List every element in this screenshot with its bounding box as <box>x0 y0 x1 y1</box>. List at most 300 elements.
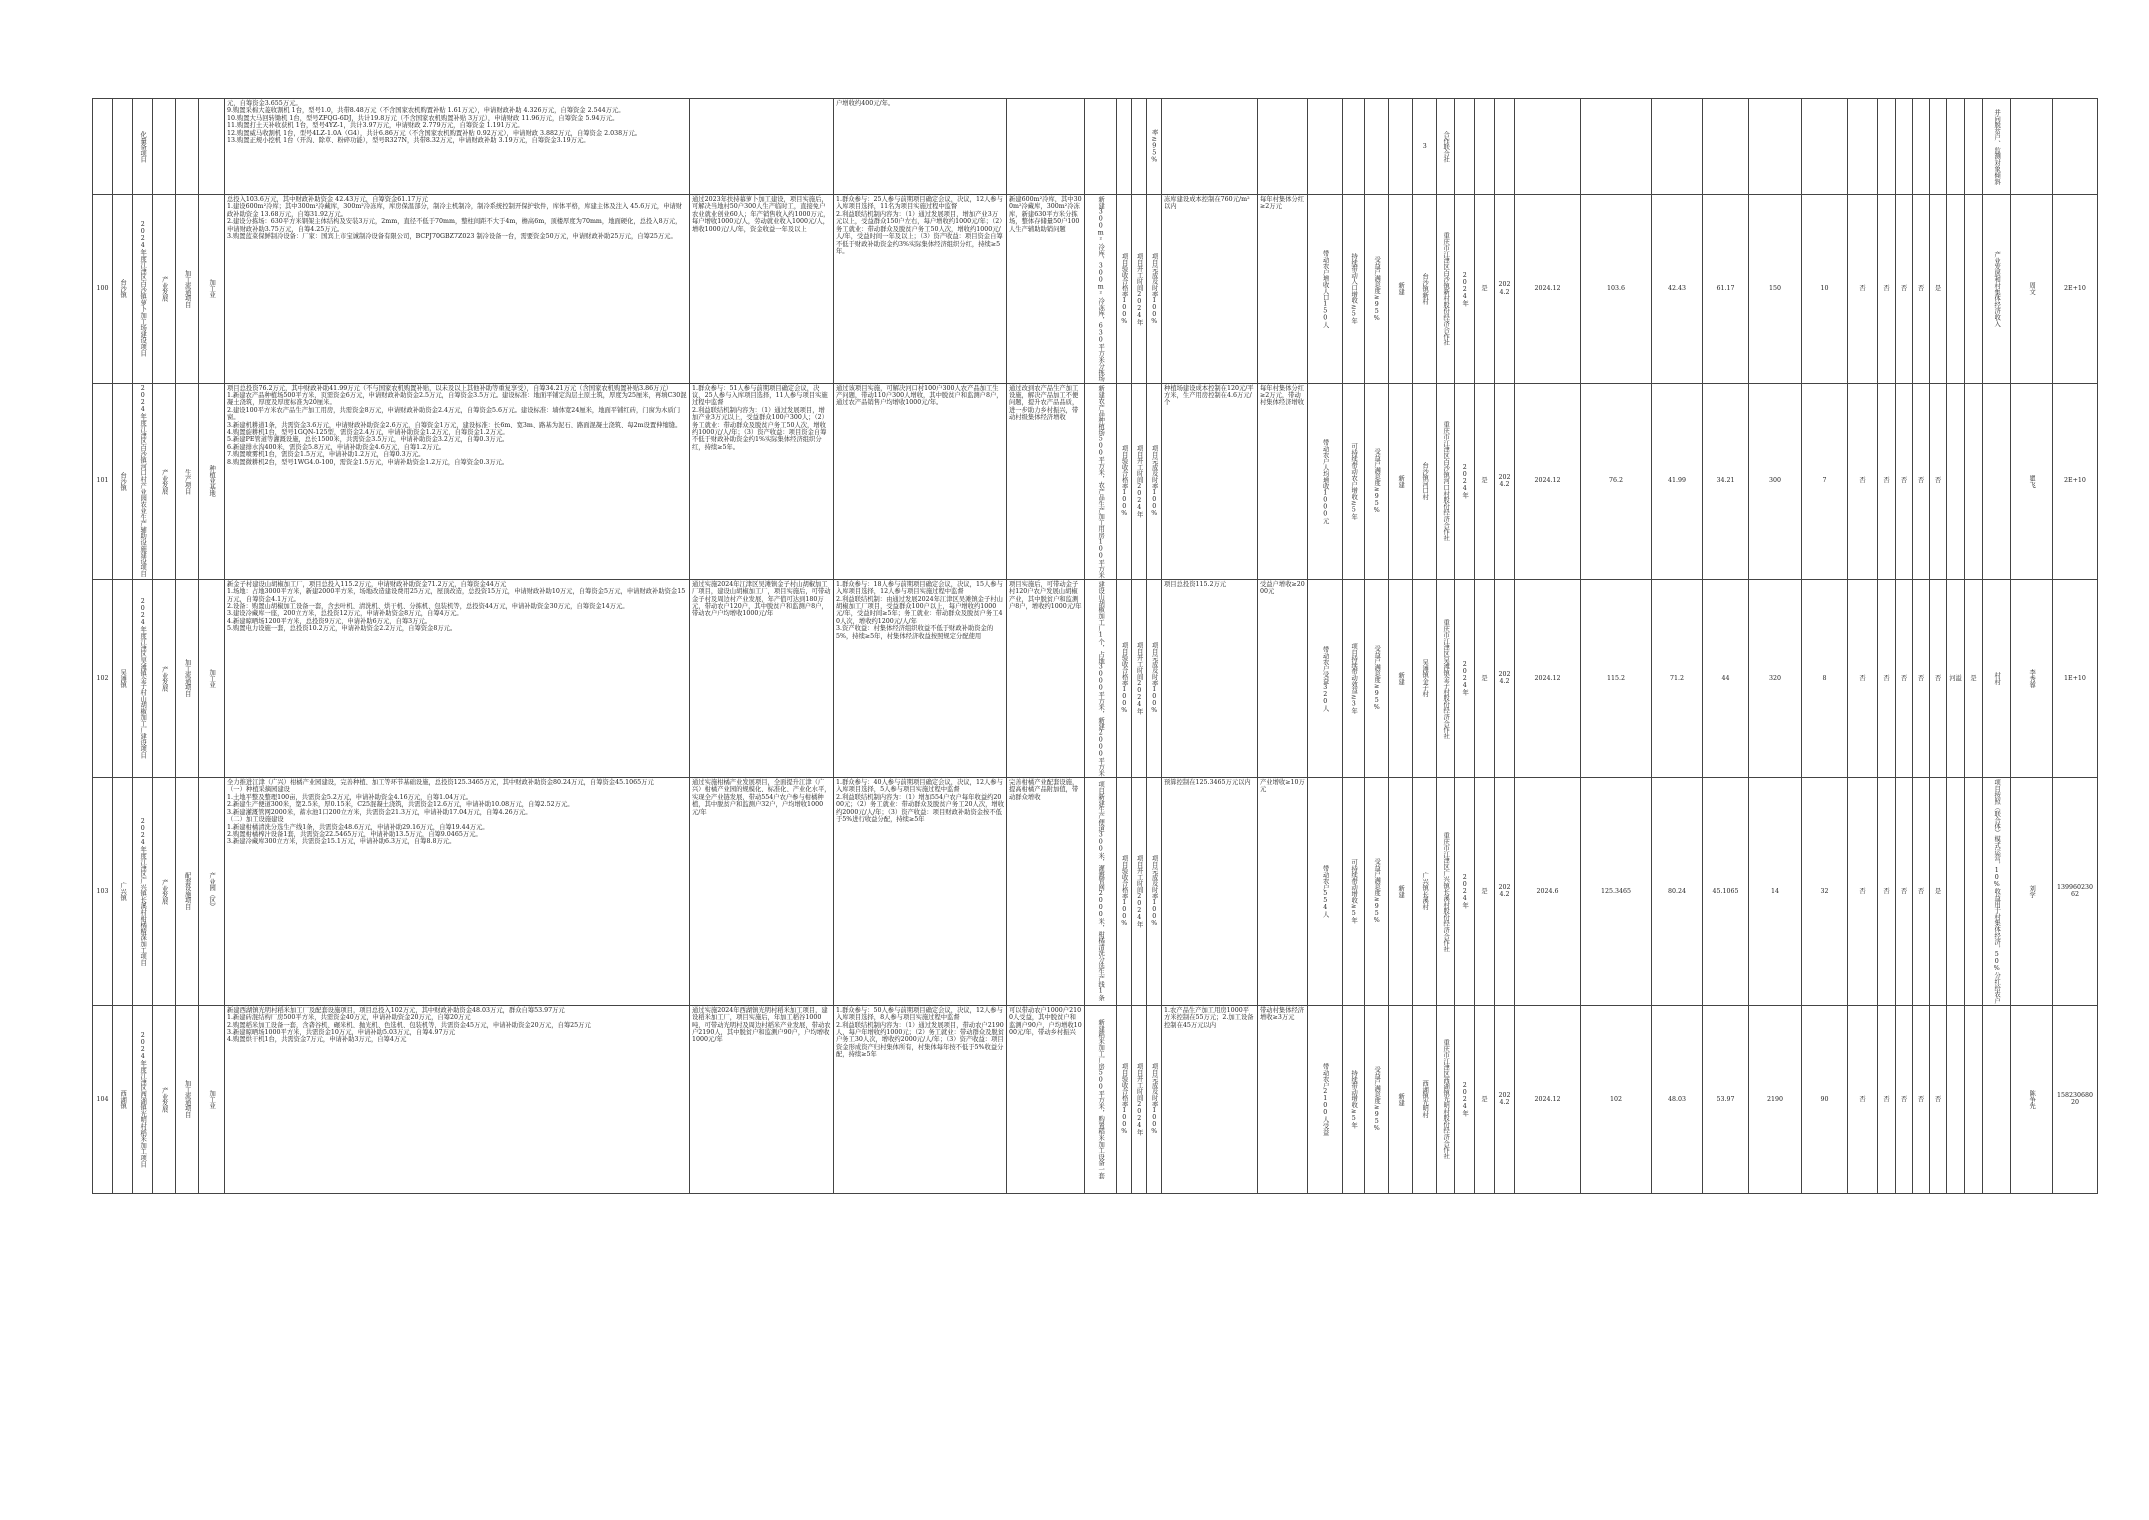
cell-sub <box>176 1005 199 1193</box>
f4-text: 否 <box>1934 1095 1942 1103</box>
cell-mech <box>690 195 834 384</box>
cell-g4 <box>1147 579 1162 777</box>
g3-text: 项目开工时间2024年 <box>1135 855 1143 928</box>
f6-text: 是 <box>1970 674 1977 682</box>
mech-text: 通过2023年扶持幕萝卜加工建设，项目实施后，可解决当地村50户300人生产临时工，直接免户农业就业创业60人；年产销售收入约1000万元，每户增收1000元/人，劳动就业收入1000元/人，增收1000元/人/年，资金收益一年及以上 <box>692 196 830 233</box>
cell-cost <box>1162 579 1258 777</box>
start-text: 2024.2 <box>1498 883 1511 899</box>
typ-text: 产业园（区） <box>208 872 216 911</box>
cell-cost <box>1162 778 1258 1006</box>
cell-f2 <box>1896 1005 1913 1193</box>
mech-text: 通过实施2024年西湖镇光明村稻米加工项目，建设稻米加工厂，项目实施后，年加工稻谷1000吨，可带动光明村及周边村稻米产业发展，带动农户2190人，其中脱贫户和监测户90户，户均增收1000元/年 <box>692 1006 831 1044</box>
unit-text: 3 <box>1421 143 1429 150</box>
cell-hh <box>1749 383 1802 579</box>
perf-text: 可以带动农户1000户2100人受益，其中脱贫户和监测户90户，户均增收1000元/年，带动乡村振兴 <box>1009 1006 1082 1036</box>
cell-remark <box>1983 778 2011 1006</box>
f1-text: 否 <box>1883 285 1890 293</box>
f5-text: 河溢 <box>1949 674 1962 682</box>
cell-g3 <box>1132 383 1147 579</box>
no-text: 102 <box>96 674 109 682</box>
cell-total <box>1581 778 1652 1006</box>
cost-text: 项目总投资115.2万元 <box>1164 580 1227 588</box>
a1-text: 是 <box>1481 674 1488 682</box>
unit-text: 广兴镇长溪村 <box>1421 872 1429 911</box>
cell-contact <box>2011 1005 2053 1193</box>
f2-text: 否 <box>1900 477 1908 485</box>
self-text: 44 <box>1721 674 1730 682</box>
mech-text: 1.群众参与：51人参与前期项目确定会议，决议，25人参与入库项目选择，11人参与项目实施过程中监督 2.利益联结机制内容为：（1）通过发展项目，增加产业3万元以上，受益群众100户300人；（2）务工就业：带动群众及脱贫户务工50人次，增收约1000元/人/年；（3）资产收益：项目资金自筹不低于财政补助资金约1%实际集体经济组织分红，持续≥5年。 <box>692 384 828 451</box>
name-text: 2024年度江津区广兴镇长溪村柑橘精深加工项目 <box>139 817 147 966</box>
cell-name <box>133 579 153 777</box>
f1-text: 否 <box>1883 477 1890 485</box>
cell-f2 <box>1896 99 1913 195</box>
g3-text: 项目开工时间2024年 <box>1135 642 1143 715</box>
perf-text: 完善柑橘产业配套设施，提高柑橘产品附加值，带动群众增收 <box>1009 779 1079 801</box>
hh-text: 2190 <box>1766 1095 1784 1103</box>
cell-f2 <box>1896 195 1913 384</box>
cell-e1 <box>1308 579 1343 777</box>
cell-owner <box>1437 383 1455 579</box>
cell-pp <box>1802 99 1848 195</box>
f2-text: 否 <box>1900 285 1908 293</box>
e1-text: 带动农户增收人口150人 <box>1321 249 1329 328</box>
cell-cat <box>153 579 176 777</box>
table-row <box>93 195 2098 384</box>
cell-self <box>1703 1005 1749 1193</box>
bb-text: 否 <box>1859 674 1866 682</box>
cell-f1 <box>1878 1005 1896 1193</box>
cell-owner <box>1437 579 1455 777</box>
g2-text: 项目验收合格率100% <box>1120 252 1128 325</box>
g4-text: 率≥95% <box>1150 129 1158 164</box>
cell-total <box>1581 99 1652 195</box>
cell-f5 <box>1947 1005 1965 1193</box>
cell-cat <box>153 778 176 1006</box>
cell-e1 <box>1308 778 1343 1006</box>
cell-f6 <box>1965 383 1983 579</box>
cell-f3 <box>1913 579 1930 777</box>
cell-f4 <box>1930 383 1947 579</box>
cell-bb <box>1848 99 1878 195</box>
f3-text: 否 <box>1917 1095 1925 1103</box>
hh-text: 300 <box>1768 477 1782 485</box>
e2-text: 项目持续带动效益≥3年 <box>1350 643 1358 714</box>
cell-owner <box>1437 1005 1455 1193</box>
cell-owner <box>1437 195 1455 384</box>
cat-text: 产业发展 <box>160 276 168 302</box>
place-text: 新建 <box>1397 474 1405 488</box>
cell-owner <box>1437 99 1455 195</box>
cell-contact <box>2011 778 2053 1006</box>
cell-contact <box>2011 99 2053 195</box>
table-row <box>93 383 2098 579</box>
fund-text: 48.03 <box>1667 1095 1687 1103</box>
cell-no <box>93 99 113 195</box>
pp-text: 32 <box>1820 887 1829 895</box>
cell-y1 <box>1455 195 1475 384</box>
tgt-text: 产业增收≥10万元 <box>1260 779 1305 794</box>
cell-f4 <box>1930 195 1947 384</box>
cell-start <box>1495 99 1515 195</box>
cell-e1 <box>1308 99 1343 195</box>
g3-text: 项目开工时间2024年 <box>1135 252 1143 325</box>
cell-fund <box>1652 579 1703 777</box>
cell-fund <box>1652 195 1703 384</box>
town-text: 西湖镇 <box>119 1089 127 1109</box>
g3-text: 项目开工时间2024年 <box>1135 445 1143 518</box>
cell-benefit <box>834 99 1007 195</box>
cell-mech <box>690 383 834 579</box>
cell-no <box>93 1005 113 1193</box>
y1-text: 2024年 <box>1461 874 1469 909</box>
cell-a1 <box>1475 99 1495 195</box>
cell-g4 <box>1147 778 1162 1006</box>
f4-text: 否 <box>1934 477 1942 485</box>
cell-perf <box>1007 383 1085 579</box>
cell-owner <box>1437 778 1455 1006</box>
a1-text: 是 <box>1481 1095 1488 1103</box>
cell-typ <box>199 1005 225 1193</box>
contact-text: 瞿飞 <box>2028 474 2036 488</box>
f1-text: 否 <box>1883 887 1890 895</box>
sub-text: 加工流通项目 <box>183 659 191 698</box>
content-text: 总投入103.6万元，其中财政补助资金 42.43万元，自筹资金61.17万元 1.建设600m²冷库；其中300m²冷藏库，300m²冷冻库，库房保温部分，制冷主机制冷，制冷系统控制开保护软件，库体平格，库建主体及注入 45.6万元，申请财政补助资金 13.68万元，自筹31.92万元。 2.建设分拣场：630平方米钢架主体结构及安装3万元，2mm，直径不低于70mm，整柱间距不大于4m，檐高6m，顶楼厚度为70mm，地面硬化，总投入8万元，申请财政补助3.75万元，自筹4.25万元。 3.购置蓝菜保鲜制冷设备：厂家：国宾上市宝诚制冷设备有限公司，BCPJ70GBZ7Z023 制冷设备一台，需要资金50万元，申请财政补助25万元，自筹25万元。 <box>227 196 683 241</box>
y1-text: 2024年 <box>1461 1082 1469 1117</box>
cell-f3 <box>1913 99 1930 195</box>
e1-text: 带动农户2100人受益 <box>1321 1063 1329 1136</box>
cell-town <box>113 195 133 384</box>
project-table <box>92 98 2098 1194</box>
f4-text: 否 <box>1934 674 1942 682</box>
cell-town <box>113 383 133 579</box>
cost-text: 冻库建设成本控制在760元/m²以内 <box>1164 196 1250 211</box>
cell-typ <box>199 99 225 195</box>
cell-place <box>1389 579 1413 777</box>
bb-text: 否 <box>1859 477 1866 485</box>
g2-text: 项目验收合格率100% <box>1120 445 1128 518</box>
cost-text: 1.农产品生产加工用房1000平方米控制在55万元；2.加工设备控制在45万元以内 <box>1164 1006 1254 1029</box>
cell-f3 <box>1913 383 1930 579</box>
fund-text: 71.2 <box>1669 674 1685 682</box>
g4-text: 项目完成及时率100% <box>1150 1063 1158 1136</box>
cell-benefit <box>834 383 1007 579</box>
sub-text: 生产项目 <box>183 468 191 494</box>
benefit-text: 1.群众参与：25人参与前期项目确定会议，决议，12人参与入库项目选择，11名为项目实施过程中监督 2.利益联结机制内容为：（1）通过发展项目，增加产业3万元以上，受益群众150户左右，每户增收约1000元/年；（2）务工就业：带动群众及脱贫户务工50人次，增收约1000元/人/年，受益时间一年及以上；（3）资产收益：项目资金自筹不低于财政补助资金约3%实际集体经济组织分红，持续≥5年。 <box>836 196 1003 255</box>
cell-remark <box>1983 579 2011 777</box>
cell-tgt <box>1258 99 1308 195</box>
cell-f4 <box>1930 1005 1947 1193</box>
typ-text: 加工业 <box>208 668 216 688</box>
owner-text: 重庆市江津区广兴镇长溪村股份经济合作社 <box>1442 831 1450 952</box>
cell-tgt <box>1258 579 1308 777</box>
g2-text: 项目验收合格率100% <box>1120 642 1128 715</box>
remark-text: 并向脱贫户、监测对象倾斜 <box>1993 108 2001 185</box>
content-text: 新金子村建设山胡椒加工厂，项目总投入115.2万元，申请财政补助资金71.2万元，自筹资金44万元 1.场地：占地3000平方米，新建2000平方米，场地改造建设费用25万元，屋顶改造，总投资15万元，申请财政补助10万元，自筹资金5万元，申请财政补助资金15万元，自筹资金4.1万元。 2.设备：购置山胡椒加工设备一套，含去叶机、清洗机、烘干机、分拣机、包装机等，总投资44万元，申请补助资金30万元，自筹资金14万元。 3.建设冷藏库一座，200立方米，总投资12万元，申请补助资金8万元，自筹4万元。 4.新建晾晒场1200平方米，总投资9万元，申请补助6万元，自筹3万元。 5.购置电力设施一套，总投资10.2万元，申请补助资金2.2万元，自筹资金8万元。 <box>227 580 686 633</box>
hh-text: 320 <box>1768 674 1782 682</box>
cell-cost <box>1162 383 1258 579</box>
cell-end <box>1515 778 1581 1006</box>
cell-unit <box>1413 195 1437 384</box>
end-text: 2024.6 <box>1536 887 1559 895</box>
cell-content <box>225 195 690 384</box>
cell-no <box>93 383 113 579</box>
cell-total <box>1581 1005 1652 1193</box>
tel-text: 13996023062 <box>2056 883 2094 899</box>
cell-g2 <box>1117 1005 1132 1193</box>
remark-text: 产业发展和村集体经济收入 <box>1993 250 2001 327</box>
tgt-text: 每年村集体分红≥2万元，带动村集体经济增收 <box>1260 384 1305 407</box>
cell-unit <box>1413 579 1437 777</box>
cell-tgt <box>1258 1005 1308 1193</box>
tel-text: 2E+10 <box>2064 285 2086 293</box>
cell-place <box>1389 195 1413 384</box>
cell-g1 <box>1085 383 1117 579</box>
cost-text: 种植场建设成本控制在120元/平方米，生产用房控制在4.6万元/个 <box>1164 384 1254 407</box>
content-text: 元，自筹资金3.655万元。 9.购置采棉大菱收割机 1台，型号1.0，共带8.48万元（不含国家农机购置补贴 1.61万元），申请财政补助 4.326万元，自筹资金 2.544万元。 10.购置大马回转锄机 1台，型号ZFQG-6DJ，共计19.8万元（不含国家农机购置补贴 3万元），申请财政 11.96万元，自筹资金 5.94万元。 11.购置打土天补收获机 1台，型号4YZ-1，共计3.97万元，申请财政 2.779万元，自筹资金 1.191万元。 12.购置威马收割机 1台，型号4LZ-1.0A（G4），共计6.86万元（不含国家农机购置补贴 0.92万元），申请财政 3.882万元，自筹资金 2.038万元。 13.购置正规小挖机 1台（开沟、除草、粉碎功能），型号R327N，共带8.32万元，申请财政补助 3.19万元，自筹资金3.19万元。 <box>227 100 642 145</box>
g1-text: 新建稻米加工厂房500平方米，购置稻米加工设备一套 <box>1097 1019 1105 1180</box>
cell-typ <box>199 195 225 384</box>
total-text: 125.3465 <box>1600 887 1632 895</box>
cat-text: 产业发展 <box>160 878 168 904</box>
cell-remark <box>1983 99 2011 195</box>
new-text: 受益户满意度≥95% <box>1373 858 1381 925</box>
a1-text: 是 <box>1481 887 1488 895</box>
f3-text: 否 <box>1917 477 1925 485</box>
new-text: 受益户满意度≥95% <box>1373 448 1381 514</box>
cell-cat <box>153 195 176 384</box>
cell-f6 <box>1965 99 1983 195</box>
cell-pp <box>1802 383 1848 579</box>
cell-pp <box>1802 195 1848 384</box>
table-row <box>93 99 2098 195</box>
perf-text: 新建600m²冷库，其中300m²冷藏库，300m²冷冻库，新建630平方米分拣场，整体存储量50户100人生产辅助助销问题 <box>1009 196 1082 233</box>
remark-text: 项目按照（联合体）模式运营，10%收益用于村集体经济，50%分红给农户 <box>1993 779 2001 1004</box>
cell-g1 <box>1085 195 1117 384</box>
a1-text: 是 <box>1481 285 1488 293</box>
cell-sub <box>176 579 199 777</box>
town-text: 台沙镇 <box>119 279 127 299</box>
unit-text: 西湖镇光明村 <box>1421 1080 1429 1119</box>
cell-a1 <box>1475 1005 1495 1193</box>
cell-place <box>1389 383 1413 579</box>
cell-tel <box>2053 99 2098 195</box>
cell-typ <box>199 778 225 1006</box>
cell-no <box>93 778 113 1006</box>
g4-text: 项目完成及时率100% <box>1150 855 1158 928</box>
cell-pp <box>1802 778 1848 1006</box>
cell-y1 <box>1455 99 1475 195</box>
cell-y1 <box>1455 383 1475 579</box>
cell-tgt <box>1258 778 1308 1006</box>
cell-typ <box>199 383 225 579</box>
cell-a1 <box>1475 195 1495 384</box>
cell-town <box>113 99 133 195</box>
cell-f5 <box>1947 99 1965 195</box>
cell-content <box>225 778 690 1006</box>
cell-e2 <box>1343 195 1365 384</box>
cell-sub <box>176 99 199 195</box>
cell-perf <box>1007 579 1085 777</box>
cell-typ <box>199 579 225 777</box>
cell-place <box>1389 99 1413 195</box>
cell-new <box>1365 579 1389 777</box>
cell-e1 <box>1308 195 1343 384</box>
self-text: 45.1065 <box>1712 887 1739 895</box>
cell-start <box>1495 1005 1515 1193</box>
cell-name <box>133 1005 153 1193</box>
cell-self <box>1703 579 1749 777</box>
g1-text: 新建300m²冷库，300m²冷冻库，630平方米分拣场 <box>1097 196 1105 382</box>
cell-hh <box>1749 579 1802 777</box>
cell-perf <box>1007 1005 1085 1193</box>
cell-g3 <box>1132 579 1147 777</box>
benefit-text: 1.群众参与：50人参与前期项目确定会议，决议，12人参与入库项目选择，8人参与项目实施过程中监督 2.利益联结机制内容为：（1）通过发展项目，带动农户2190人，每户年增收约1000元；（2）务工就业：带动群众及脱贫户务工30人次，增收约2000元/人/年；（3）资产收益：项目资金形成资产归村集体所有，村集体每年按不低于5%收益分配，持续≥5年 <box>836 1006 1005 1059</box>
end-text: 2024.12 <box>1534 285 1561 293</box>
cell-f6 <box>1965 778 1983 1006</box>
unit-text: 台沙镇新村 <box>1421 273 1429 305</box>
cell-mech <box>690 778 834 1006</box>
cell-content <box>225 1005 690 1193</box>
f3-text: 否 <box>1917 285 1925 293</box>
f1-text: 否 <box>1883 1095 1890 1103</box>
cell-sub <box>176 383 199 579</box>
cell-g3 <box>1132 99 1147 195</box>
cat-text: 产业发展 <box>160 468 168 494</box>
name-text: 化量备项目 <box>139 130 147 163</box>
cell-cost <box>1162 99 1258 195</box>
place-text: 新建 <box>1397 1092 1405 1106</box>
cell-f1 <box>1878 383 1896 579</box>
owner-text: 重庆市江津区白沙镇新村股份经济合作社 <box>1442 232 1450 346</box>
table-row <box>93 1005 2098 1193</box>
no-text: 101 <box>96 477 109 485</box>
cell-e2 <box>1343 579 1365 777</box>
e2-text: 持续带动人口增收≥5年 <box>1350 253 1358 325</box>
cell-g4 <box>1147 383 1162 579</box>
a1-text: 是 <box>1481 477 1488 485</box>
cell-hh <box>1749 778 1802 1006</box>
table-row <box>93 579 2098 777</box>
new-text: 受益户满意度≥95% <box>1373 255 1381 322</box>
cell-f1 <box>1878 579 1896 777</box>
cell-g1 <box>1085 99 1117 195</box>
start-text: 2024.2 <box>1498 1091 1511 1107</box>
cell-sub <box>176 195 199 384</box>
content-text: 项目总投资76.2万元，其中财政补助41.99万元（不与国家农机购置补贴，以未及以上其他补助等重复享受），自筹34.21万元（含国家农机购置补贴3.86万元） 1.新建农产品种植场500平方米，页需资金6万元，申请财政补助资金2.5万元，自筹资金3.5万元。建设标准：地面平铺定沟层土原土筑，厚度为25厘米，再填C30混凝土浇筑，厚度及厚度标准为20厘米。 2.建设100平方米农产品生产加工用房，共需资金8万元，申请财政补助资金2.4万元，自筹资金5.6万元。建设标准：墙体宽24厘米，地面平铺红砖，门窗为木质门窗。 3.新建机耕道1条，共需资金3.6万元，申请财政补助资金2.6万元，自筹资金1万元，建设标准：长6m、宽3m、路基为泥石、路面混凝土浇筑、每2m设置伸缩缝。 4.购置旋耕机1台，型号1GQN-125型，需资金2.4万元，申请补助资金1.2万元，自筹资金1.2万元。 5.新建PE管道等灌溉设施，总长1500米，共需资金3.5万元，申请补助资金3.2万元，自筹0.3万元。 6.新建排水沟400米，需资金5.8万元，申请补助资金4.6万元，自筹1.2万元。 7.购置喷雾机1台，需资金1.5万元，申请补助1.2万元，自筹0.3万元。 8.购置微耕机2台，型号1WG4.0-100，需资金1.5万元，申请补助资金1.2万元，自筹资金0.3万元。 <box>227 384 687 466</box>
f4-text: 是 <box>1934 887 1942 895</box>
cell-pp <box>1802 579 1848 777</box>
cell-cat <box>153 1005 176 1193</box>
tgt-text: 每年村集体分红≥2万元 <box>1260 196 1305 211</box>
cell-start <box>1495 778 1515 1006</box>
self-text: 53.97 <box>1716 1095 1735 1103</box>
cell-g4 <box>1147 1005 1162 1193</box>
name-text: 2024年度江津区白沙镇河口村产业园农业生产辅助设施建设项目 <box>139 385 147 577</box>
table-row <box>93 778 2098 1006</box>
g4-text: 项目完成及时率100% <box>1150 445 1158 518</box>
cell-tel <box>2053 579 2098 777</box>
tgt-text: 带动村集体经济增收≥3万元 <box>1260 1006 1305 1022</box>
unit-text: 吴滩镇金子村 <box>1421 659 1429 698</box>
cell-self <box>1703 99 1749 195</box>
tel-text: 15823068020 <box>2056 1091 2094 1107</box>
cell-g2 <box>1117 195 1132 384</box>
cell-tgt <box>1258 383 1308 579</box>
cell-g2 <box>1117 99 1132 195</box>
f4-text: 是 <box>1934 285 1942 293</box>
name-text: 2024年度江津区西湖镇光明村稻米加工项目 <box>139 1031 147 1167</box>
cell-new <box>1365 383 1389 579</box>
mech-text: 通过实施柑橘产业发展项目，全面提升江津（广兴）柑橘产业园的规模化、标准化、产业化水平，实现全产业链发展，带动554户农户参与柑橘种植，其中脱贫户和监测户32户，户均增收1000元/年 <box>692 779 831 816</box>
f3-text: 否 <box>1917 887 1925 895</box>
cell-tel <box>2053 195 2098 384</box>
cell-total <box>1581 579 1652 777</box>
cell-f2 <box>1896 778 1913 1006</box>
cell-f2 <box>1896 579 1913 777</box>
pp-text: 7 <box>1822 477 1827 485</box>
cell-place <box>1389 1005 1413 1193</box>
contact-text: 周文 <box>2028 282 2036 296</box>
town-text: 广兴镇 <box>119 881 127 901</box>
cell-end <box>1515 1005 1581 1193</box>
cell-f5 <box>1947 778 1965 1006</box>
self-text: 34.21 <box>1716 477 1735 485</box>
cell-g2 <box>1117 383 1132 579</box>
cell-total <box>1581 195 1652 384</box>
cell-start <box>1495 195 1515 384</box>
cell-bb <box>1848 579 1878 777</box>
remark-text: 村村 <box>1993 672 2001 685</box>
cat-text: 产业发展 <box>160 1086 168 1112</box>
total-text: 76.2 <box>1608 477 1624 485</box>
end-text: 2024.12 <box>1534 674 1561 682</box>
cell-g3 <box>1132 1005 1147 1193</box>
contact-text: 陈争先 <box>2028 1089 2036 1109</box>
cell-self <box>1703 383 1749 579</box>
cell-remark <box>1983 1005 2011 1193</box>
content-text: 全力推进江津（广兴）柑橘产业园建设，完善种植、加工等环节基础设施，总投资125.3465万元，其中财政补助资金80.24万元，自筹资金45.1065万元 （一）种植采摘园建设 1.土地平整及整理100亩，共需资金5.2万元，申请补助资金4.16万元，自筹1.04万元。 2.新建生产便道300米，宽2.5米，厚0.15米，C25混凝土浇筑，共需资金12.6万元，申请补助10.08万元，自筹2.52万元。 3.新建灌溉管网2000米，蓄水池1口200立方米，共需资金21.3万元，申请补助17.04万元，自筹4.26万元。 （二）加工设施建设 1.新建柑橘清洗分选生产线1条，共需资金48.6万元，申请补助29.16万元，自筹19.44万元。 2.购置柑橘榨汁设备1套，共需资金22.5465万元，申请补助13.5万元，自筹9.0465万元。 3.新建冷藏库300立方米，共需资金15.1万元，申请补助6.3万元，自筹8.8万元。 <box>227 779 654 846</box>
e1-text: 带动农户受益320人 <box>1321 645 1329 711</box>
end-text: 2024.12 <box>1534 1095 1561 1103</box>
cell-contact <box>2011 383 2053 579</box>
cell-tel <box>2053 778 2098 1006</box>
cell-cost <box>1162 195 1258 384</box>
e1-text: 带动农户人均增收1000元 <box>1321 438 1329 524</box>
cell-y1 <box>1455 1005 1475 1193</box>
cell-new <box>1365 195 1389 384</box>
name-text: 2024年度江津区吴滩镇金子村山胡椒加工厂建设项目 <box>139 598 147 759</box>
cell-new <box>1365 1005 1389 1193</box>
name-text: 2024年度江津区白沙镇萝卜加工场建设项目 <box>139 221 147 357</box>
cell-y1 <box>1455 579 1475 777</box>
typ-text: 加工业 <box>208 1089 216 1109</box>
cell-f6 <box>1965 195 1983 384</box>
cell-f1 <box>1878 99 1896 195</box>
mech-text: 通过实施2024年江津区吴滩镇金子村山胡椒加工厂项目，建设山胡椒加工厂，项目实施后，可带动金子村及周边村产业发展，年产值可达到180万元，带动农户120户，其中脱贫户和监测户8户，带动农户户均增收1000元/年 <box>692 580 831 618</box>
cell-pp <box>1802 1005 1848 1193</box>
cell-f4 <box>1930 778 1947 1006</box>
cell-g2 <box>1117 579 1132 777</box>
cell-content <box>225 383 690 579</box>
cell-fund <box>1652 1005 1703 1193</box>
e2-text: 可持续带动增收≥5年 <box>1350 859 1358 924</box>
g3-text: 项目开工时间2024年 <box>1135 1063 1143 1136</box>
cell-unit <box>1413 778 1437 1006</box>
owner-text: 合作联合社 <box>1442 130 1450 163</box>
cell-cat <box>153 99 176 195</box>
cell-end <box>1515 99 1581 195</box>
cell-new <box>1365 99 1389 195</box>
